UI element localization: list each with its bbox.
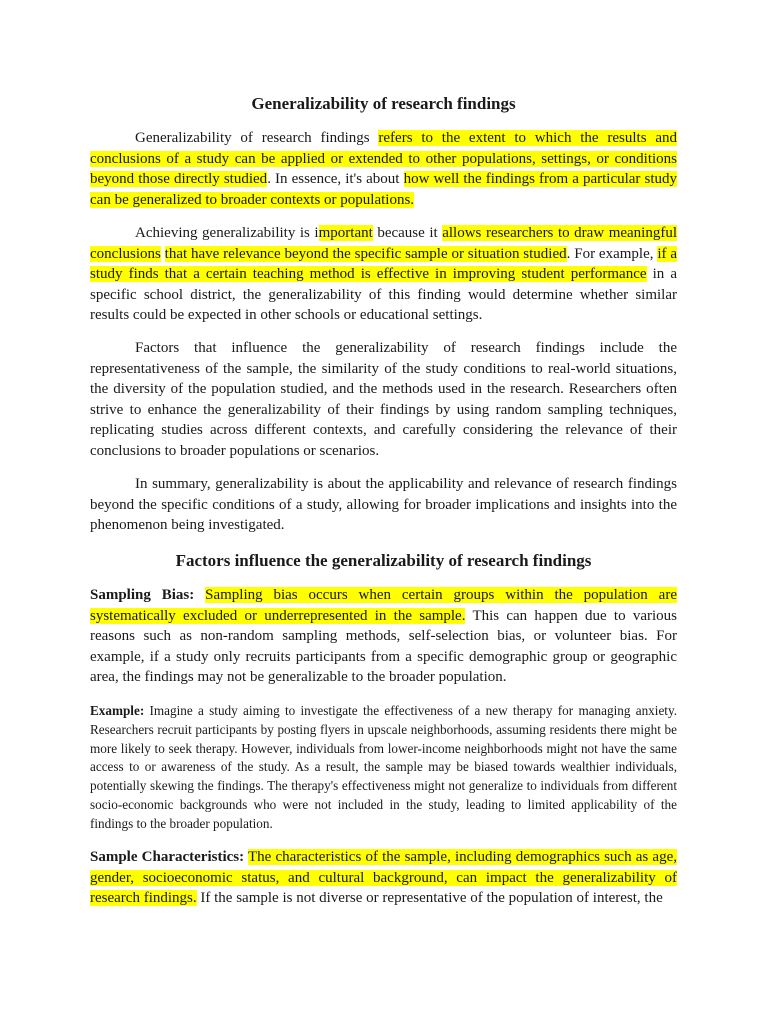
paragraph-sample-characteristics	[90, 847, 677, 909]
document-title: Generalizability of research findings	[251, 94, 516, 113]
paragraph-factors: Factors that influence the generalizability of research findings include the representativeness of the sample, the similarity of the study conditions to real-world situations, the diversity of the population studied, and the methods used in the research. Researchers often strive to enhance the generalizability of their findings by using random sampling techniques, replicating studies across different contexts, and carefully considering the relevance of their conclusions to broader populations or scenarios.	[90, 340, 677, 459]
sampling-bias-space	[194, 587, 205, 603]
sampling-bias-text: This can happen due to various reasons such as non-random sampling methods, self-selection bias, or volunteer bias. For example, if a study only recruits participants from a specific demographic group or geographic area, the findings may not be generalizable to the broader population.	[90, 607, 677, 686]
paragraph-summary: In summary, generalizability is about the applicability and relevance of research findings beyond the specific conditions of a study, allowing for broader implications and insights into the phenomenon being investigated.	[90, 476, 677, 534]
para2-text-1: Achieving generalizability is i	[135, 225, 319, 241]
sample-characteristics-text: If the sample is not diverse or representative of the population of interest, the	[196, 890, 663, 907]
paragraph-example	[90, 702, 677, 834]
sampling-bias-label: Sampling Bias:	[90, 587, 195, 603]
para1-text-2: . In essence, it's about	[267, 171, 404, 188]
section-title: Factors influence the generalizability of research findings	[175, 551, 592, 570]
sample-characteristics-label: Sample Characteristics:	[90, 849, 245, 865]
paragraph-definition	[90, 128, 677, 210]
para2-highlight-3: that have relevance beyond the specific sample or situation studied	[164, 245, 567, 262]
sampling-bias-highlight: Sampling bias occurs when certain groups within the population are systematically excluded or underrepresented in the sample.	[90, 587, 677, 624]
para1-highlight-1: refers to the extent to which the results and conclusions of a study can be applied or extended to other populations, settings, or conditions beyond those directly studied	[90, 130, 677, 188]
para2-text-2: because it	[372, 225, 443, 241]
sample-characteristics-highlight: The characteristics of the sample, including demographics such as age, gender, socioeconomic status, and cultural background, can impact the generalizability of research findings.	[90, 849, 677, 907]
para2-text-5: in a specific school district, the generalizability of this finding would determine whether similar results could be expected in other schools or educational settings.	[90, 266, 678, 324]
para1-text-1: Generalizability of research findings	[135, 130, 379, 146]
para1-highlight-2: how well the findings from a particular study can be generalized to broader contexts or populations.	[90, 171, 678, 208]
para2-highlight-1: mportant	[318, 225, 373, 241]
example-label: Example:	[90, 703, 145, 718]
para2-highlight-4: if a study finds that a certain teaching method is effective in improving student performance	[90, 245, 677, 283]
paragraph-importance	[90, 223, 677, 326]
paragraph-sampling-bias	[90, 585, 677, 688]
para2-highlight-2: allows researchers to draw meaningful conclusions	[90, 225, 678, 262]
example-text: Imagine a study aiming to investigate the effectiveness of a new therapy for managing anxiety. Researchers recruit participants by posting flyers in upscale neighborhoods, assuming residents there might be more likely to seek therapy. However, individuals from lower-income neighborhoods might not have the same access to or awareness of the study. As a result, the sample may be biased towards wealthier individuals, potentially skewing the findings. The therapy's effectiveness might not generalize to individuals from different socio-economic backgrounds who were not included in the study, leading to limited applicability of the findings to the broader population.	[90, 703, 677, 831]
para2-text-4: . For example,	[566, 245, 658, 262]
